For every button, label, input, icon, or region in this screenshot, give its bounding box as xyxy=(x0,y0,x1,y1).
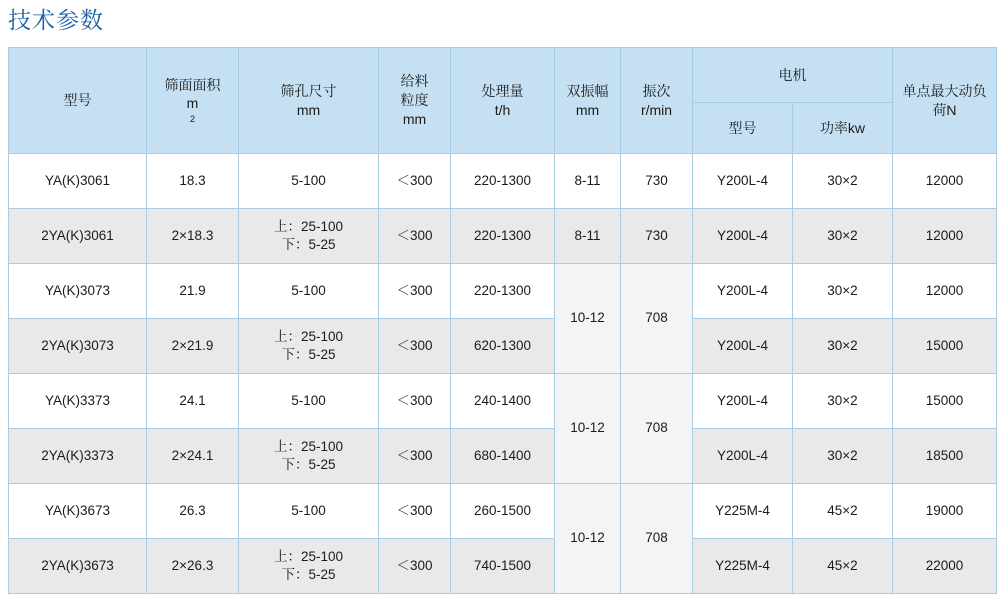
header-motor-power: 功率kw xyxy=(793,103,893,154)
cell-capacity: 240-1400 xyxy=(451,374,555,429)
cell-max-load: 15000 xyxy=(893,319,997,374)
cell-amplitude-merged: 10-12 xyxy=(555,484,621,594)
cell-amplitude-merged: 10-12 xyxy=(555,264,621,374)
cell-motor-power: 30×2 xyxy=(793,319,893,374)
cell-capacity: 620-1300 xyxy=(451,319,555,374)
header-capacity-line1: 处理量 xyxy=(481,82,524,99)
cell-motor-power: 30×2 xyxy=(793,209,893,264)
cell-model: 2YA(K)3373 xyxy=(9,429,147,484)
cell-max-load: 12000 xyxy=(893,264,997,319)
cell-feed-size: ＜300 xyxy=(379,319,451,374)
cell-motor-model: Y200L-4 xyxy=(693,319,793,374)
cell-feed-size: ＜300 xyxy=(379,374,451,429)
header-mesh-size xyxy=(239,48,379,154)
header-motor: 电机 xyxy=(693,48,893,103)
header-frequency xyxy=(621,48,693,154)
page-title: 技术参数 xyxy=(8,7,104,33)
cell-max-load: 19000 xyxy=(893,484,997,539)
header-capacity xyxy=(451,48,555,154)
header-feed-size-line1: 给料 xyxy=(400,73,429,90)
cell-motor-power: 45×2 xyxy=(793,484,893,539)
cell-motor-model: Y200L-4 xyxy=(693,154,793,209)
cell-model: YA(K)3373 xyxy=(9,374,147,429)
cell-capacity: 220-1300 xyxy=(451,264,555,319)
cell-mesh-size: 5-100 xyxy=(239,374,379,429)
cell-motor-power: 30×2 xyxy=(793,429,893,484)
cell-screen-area: 21.9 xyxy=(147,264,239,319)
cell-screen-area: 2×18.3 xyxy=(147,209,239,264)
header-mesh-size-line1: 筛孔尺寸 xyxy=(280,82,337,99)
cell-feed-size: ＜300 xyxy=(379,539,451,594)
header-amplitude-line1: 双振幅 xyxy=(566,82,609,99)
cell-motor-model: Y225M-4 xyxy=(693,539,793,594)
cell-motor-power: 30×2 xyxy=(793,154,893,209)
table-header xyxy=(9,48,997,154)
cell-screen-area: 2×26.3 xyxy=(147,539,239,594)
cell-motor-model: Y200L-4 xyxy=(693,209,793,264)
header-screen-area-sup: 2 xyxy=(189,114,195,125)
header-screen-area-line1: 筛面面积 xyxy=(164,76,221,93)
cell-amplitude: 8-11 xyxy=(555,154,621,209)
header-mesh-size-line2: mm xyxy=(296,101,321,118)
table-row xyxy=(9,539,997,594)
cell-feed-size: ＜300 xyxy=(379,484,451,539)
header-feed-size-line2: 粒度 xyxy=(400,92,429,109)
cell-frequency-merged: 708 xyxy=(621,264,693,374)
table-row xyxy=(9,209,997,264)
table-row xyxy=(9,154,997,209)
cell-max-load: 12000 xyxy=(893,154,997,209)
header-feed-size-line3: mm xyxy=(402,110,427,127)
cell-screen-area: 2×21.9 xyxy=(147,319,239,374)
header-amplitude xyxy=(555,48,621,154)
table-row xyxy=(9,429,997,484)
cell-frequency: 730 xyxy=(621,209,693,264)
cell-max-load: 22000 xyxy=(893,539,997,594)
header-max-load xyxy=(893,48,997,154)
cell-mesh-size: 上：25-100 下：5-25 xyxy=(239,429,379,484)
cell-screen-area: 24.1 xyxy=(147,374,239,429)
tech-parameters-table xyxy=(8,47,997,594)
cell-model: 2YA(K)3673 xyxy=(9,539,147,594)
cell-feed-size: ＜300 xyxy=(379,209,451,264)
cell-frequency: 730 xyxy=(621,154,693,209)
cell-frequency-merged: 708 xyxy=(621,484,693,594)
cell-mesh-size: 上：25-100 下：5-25 xyxy=(239,539,379,594)
cell-mesh-size: 5-100 xyxy=(239,264,379,319)
cell-feed-size: ＜300 xyxy=(379,154,451,209)
cell-screen-area: 26.3 xyxy=(147,484,239,539)
cell-screen-area: 18.3 xyxy=(147,154,239,209)
cell-motor-power: 45×2 xyxy=(793,539,893,594)
cell-capacity: 220-1300 xyxy=(451,154,555,209)
cell-model: YA(K)3061 xyxy=(9,154,147,209)
header-max-load-line2: 荷N xyxy=(932,101,957,118)
cell-model: 2YA(K)3073 xyxy=(9,319,147,374)
cell-model: YA(K)3073 xyxy=(9,264,147,319)
cell-model: YA(K)3673 xyxy=(9,484,147,539)
header-capacity-line2: t/h xyxy=(494,101,511,118)
cell-motor-model: Y200L-4 xyxy=(693,374,793,429)
cell-feed-size: ＜300 xyxy=(379,264,451,319)
header-frequency-line1: 振次 xyxy=(642,82,671,99)
header-motor-model: 型号 xyxy=(693,103,793,154)
table-body xyxy=(9,154,997,594)
cell-mesh-size: 上：25-100 下：5-25 xyxy=(239,209,379,264)
cell-mesh-size: 5-100 xyxy=(239,484,379,539)
header-model: 型号 xyxy=(9,48,147,154)
table-row xyxy=(9,374,997,429)
cell-capacity: 220-1300 xyxy=(451,209,555,264)
cell-feed-size: ＜300 xyxy=(379,429,451,484)
header-screen-area xyxy=(147,48,239,154)
table-row xyxy=(9,484,997,539)
table-row xyxy=(9,319,997,374)
cell-motor-power: 30×2 xyxy=(793,374,893,429)
cell-frequency-merged: 708 xyxy=(621,374,693,484)
cell-capacity: 680-1400 xyxy=(451,429,555,484)
cell-screen-area: 2×24.1 xyxy=(147,429,239,484)
cell-mesh-size: 5-100 xyxy=(239,154,379,209)
header-screen-area-line2: m 2 xyxy=(150,94,235,125)
header-feed-size xyxy=(379,48,451,154)
cell-model: 2YA(K)3061 xyxy=(9,209,147,264)
table-row xyxy=(9,264,997,319)
header-max-load-line1: 单点最大动负 xyxy=(902,82,987,99)
cell-capacity: 260-1500 xyxy=(451,484,555,539)
cell-max-load: 18500 xyxy=(893,429,997,484)
cell-mesh-size: 上：25-100 下：5-25 xyxy=(239,319,379,374)
cell-motor-model: Y225M-4 xyxy=(693,484,793,539)
cell-motor-model: Y200L-4 xyxy=(693,264,793,319)
cell-motor-model: Y200L-4 xyxy=(693,429,793,484)
cell-max-load: 12000 xyxy=(893,209,997,264)
cell-amplitude: 8-11 xyxy=(555,209,621,264)
cell-capacity: 740-1500 xyxy=(451,539,555,594)
cell-amplitude-merged: 10-12 xyxy=(555,374,621,484)
header-amplitude-line2: mm xyxy=(575,101,600,118)
cell-max-load: 15000 xyxy=(893,374,997,429)
header-frequency-line2: r/min xyxy=(640,101,673,118)
cell-motor-power: 30×2 xyxy=(793,264,893,319)
